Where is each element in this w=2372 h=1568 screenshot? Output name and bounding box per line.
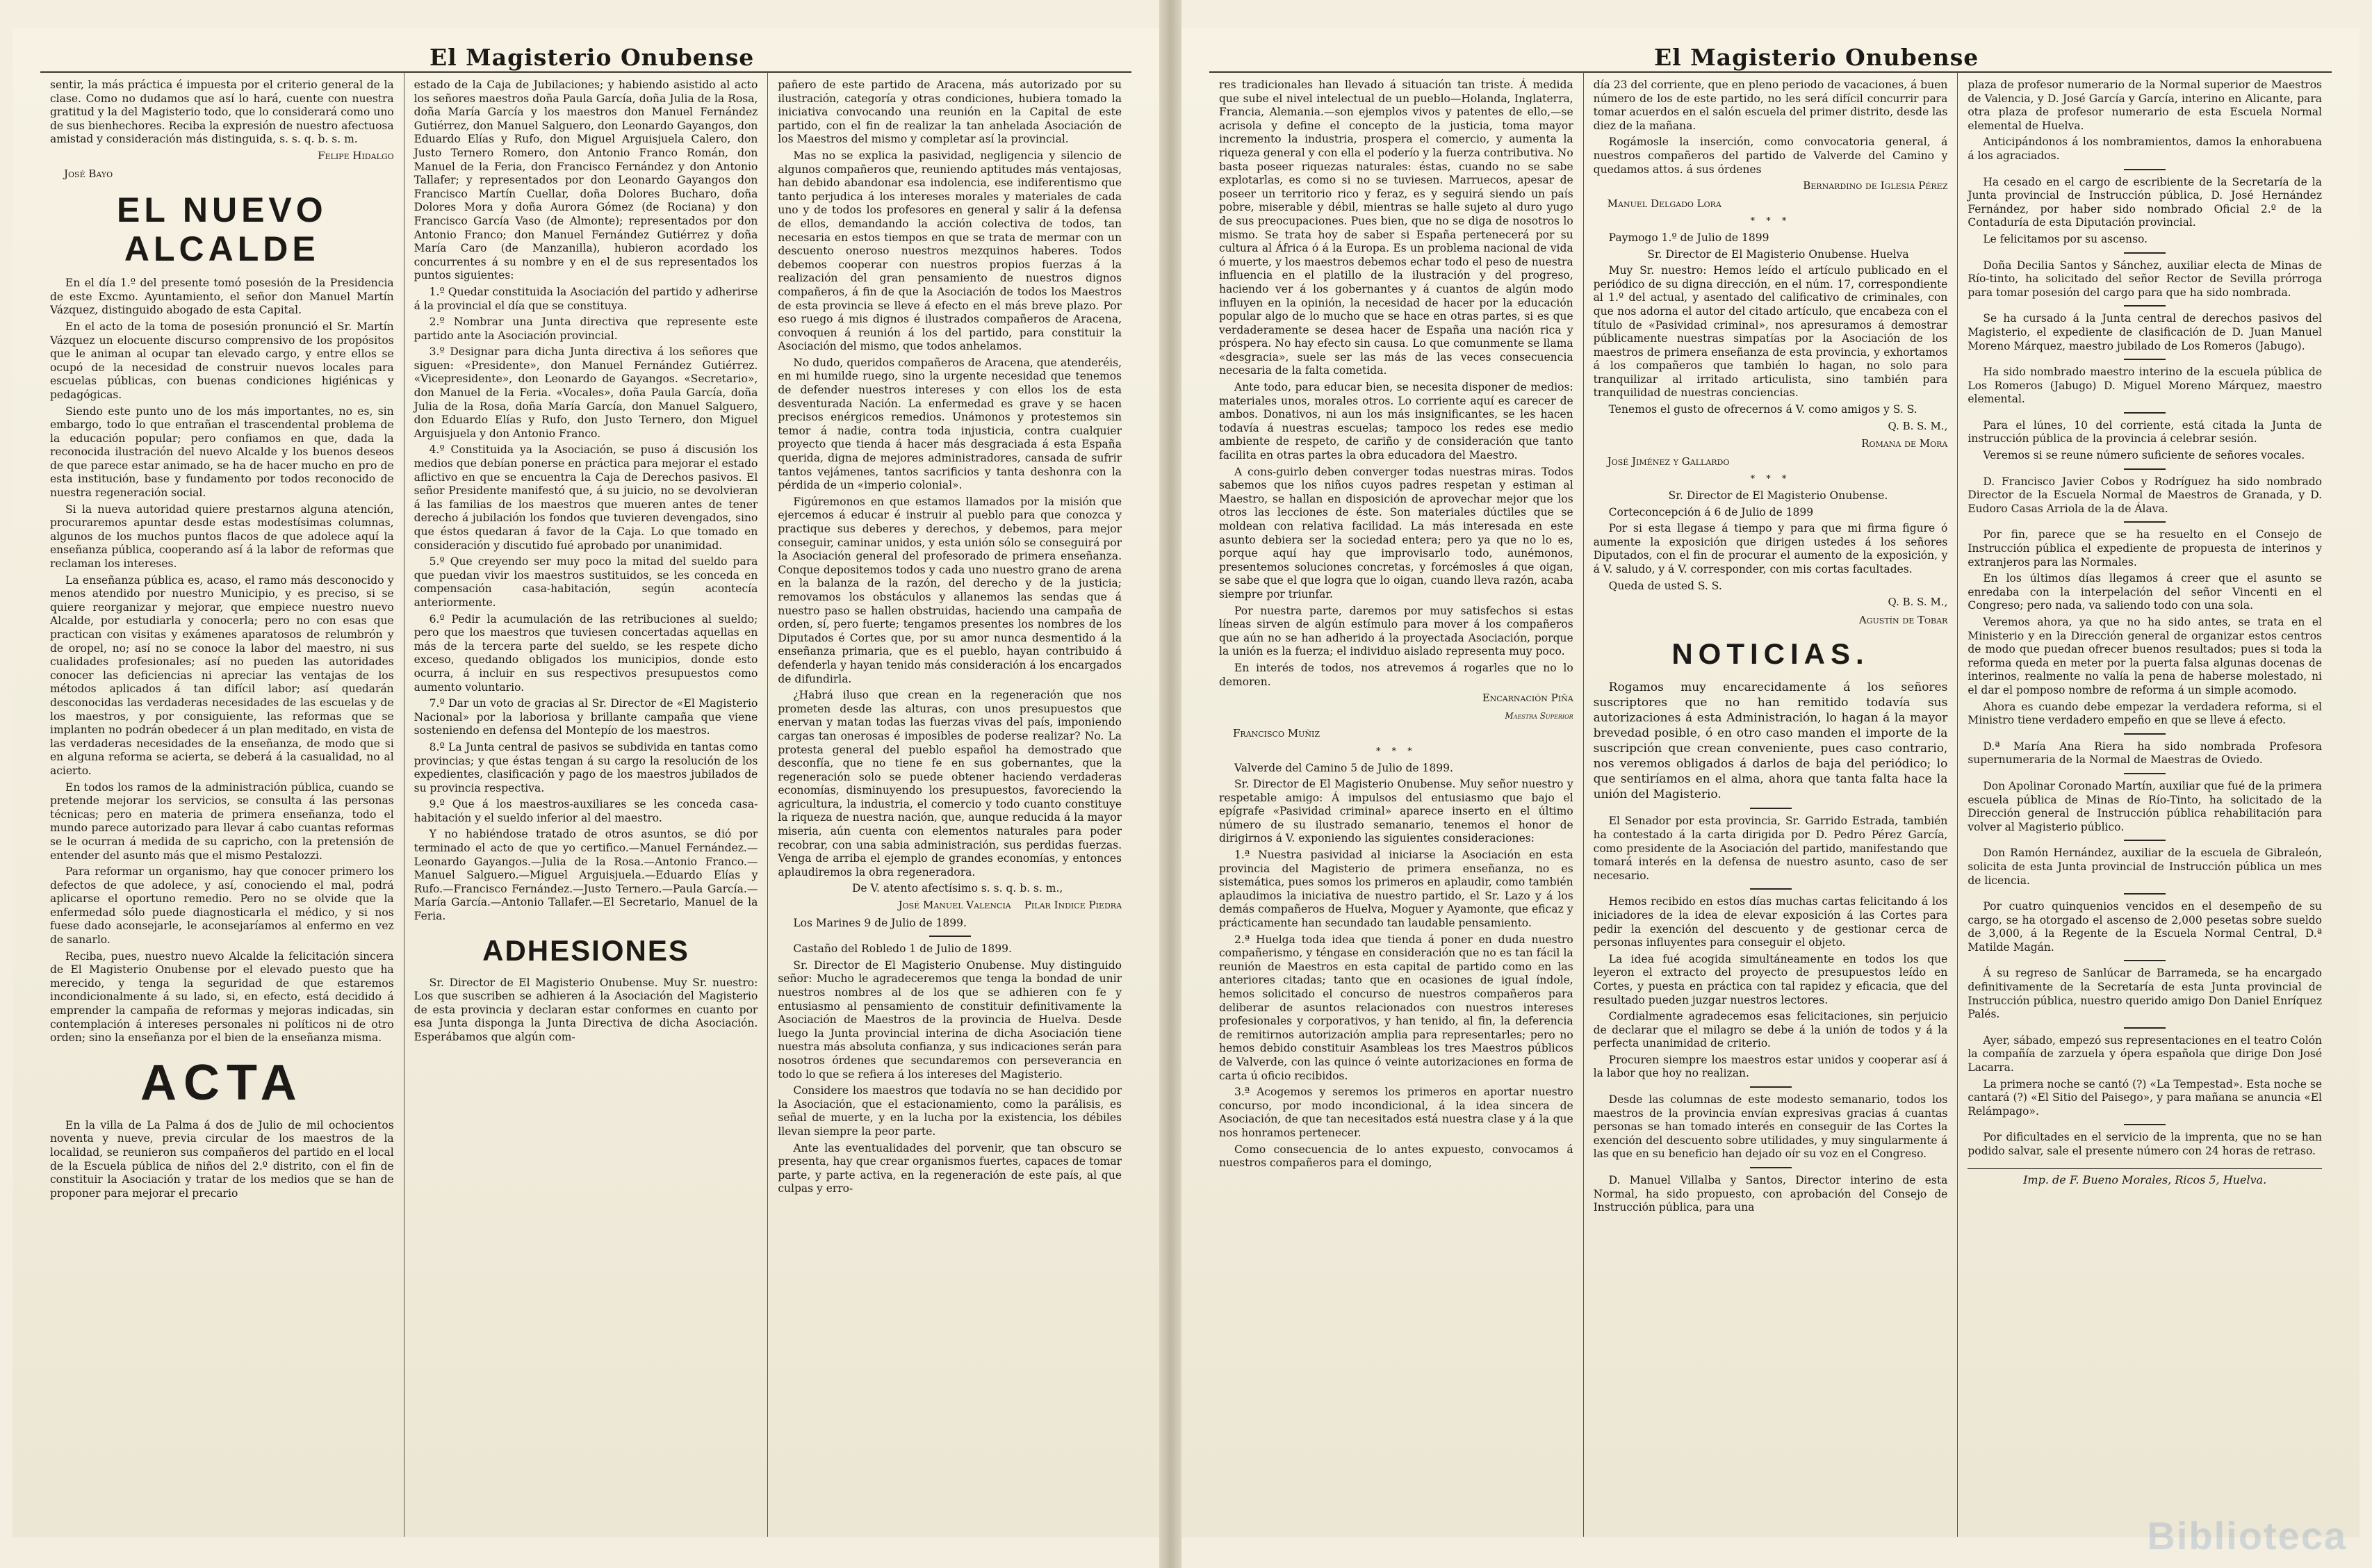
paragraph: Rogamos muy encarecidamente á los señores suscriptores que no han remitido todavía sus autorizaciones á esta Administración, lo hagan á la mayor brevedad posible, ó en otro caso manden el importe de la suscripción que crean conveniente, pues caso contrario, nos veremos obligados á darlos de baja del periódico; lo que sentiríamos en el alma, ahora que tanta falta hace la unión del Magisterio. xyxy=(1593,680,1948,802)
paragraph: Considere los maestros que todavía no se han decidido por la Asociación, que el estacionamiento, como la parálisis, es señal de muerte, y en la lucha por la existencia, los débiles llevan siempre la peor parte. xyxy=(778,1084,1122,1138)
paragraph: El Senador por esta provincia, Sr. Garrido Estrada, también ha contestado á la carta dirigida por D. Pedro Pérez García, como presidente de la Asociación del partido, manifestando que tomará interés en la defensa de nuestro asunto, caso de ser necesario. xyxy=(1593,815,1948,882)
signature xyxy=(778,899,1122,913)
divider xyxy=(1750,888,1792,890)
dateline: Valverde del Camino 5 de Julio de 1899. xyxy=(1234,761,1453,774)
divider xyxy=(1750,1086,1792,1088)
right-col-2 xyxy=(1584,73,1958,1537)
paragraph: D.ª María Ana Riera ha sido nombrada Profesora supernumeraria de la Normal de Maestras de Oviedo. xyxy=(1968,740,2323,767)
paragraph: Siendo este punto uno de los más importantes, no es, sin embargo, todo lo que entrañan el trascendental problema de la educación popular; pero confiamos en que, dada la reconocida ilustración del nuevo Alcalde y los buenos deseos de que parece estar animado, se ha de hacer mucho en pro de esta institución, base y fundamento por todos reconocido de nuestra regeneración social. xyxy=(50,405,394,500)
paragraph: Por nuestra parte, daremos por muy satisfechos si estas líneas sirven de algún estímulo para mover á los compañeros que aún no se han adherido á la proyectada Asociación, porque la unión es la fuerza; el individuo aislado representa muy poco. xyxy=(1219,604,1573,658)
paragraph: La enseñanza pública es, acaso, el ramo más desconocido y menos atendido por nuestro Municipio, y es preciso, si se quiere reorganizar y mejorar, que empiece nuestro nuevo Alcalde, por estudiarla y conocerla; pero no con esas que practican con visitas y exámenes aparatosos de relumbrón y de oropel, no; así no se conoce la labor del maestro, ni sus cualidades profesionales; así no pueden las autoridades conocer las deficiencias ni apreciar las ventajas de los métodos aplicados á tan difícil labor; así quedarán desconocidas las verdaderas necesidades de las escuelas y de los maestros, y por consiguiente, las reformas que se implanten no podrán obedecer á un plan meditado, en vista de las verdaderas necesidades de la enseñanza, de modo que si en alguna reforma se acierta, se deberá á la casualidad, no al acierto. xyxy=(50,573,394,777)
paragraph: Cordialmente agradecemos esas felicitaciones, sin perjuicio de declarar que el milagro se debe á la unión de todos y á la perfecta unanimidad de criterio. xyxy=(1593,1010,1948,1050)
paragraph: Procuren siempre los maestros estar unidos y cooperar así á la labor que hoy no realizan. xyxy=(1593,1053,1948,1080)
signature: Agustín de Tobar xyxy=(1858,613,1948,626)
right-page xyxy=(1181,28,2359,1537)
paragraph: Para el lúnes, 10 del corriente, está citada la Junta de instrucción pública de la provincia á celebrar sesión. xyxy=(1968,418,2323,446)
signature: Romana de Mora xyxy=(1861,437,1948,450)
paragraph: sentir, la más práctica é impuesta por el criterio general de la clase. Como no dudamos que así lo hará, cuente con nuestra gratitud y la del Magisterio todo, que lo considerará como uno de sus bienhechores. Reciba la expresión de nuestro afectuosa amistad y consideración más distinguida, s. s. q. b. s. m. xyxy=(50,79,394,146)
paragraph: 2.º Nombrar una Junta directiva que represente este partido ante la Asociación provincial. xyxy=(414,316,758,342)
paragraph: Figúremonos en que estamos llamados por la misión que ejercemos á educar é instruir al pueblo para que conozca y practique sus deberes y derechos, y debemos, para mejor conseguir, caminar unidos, y esta unión sólo se conseguirá por la Asociación general del profesorado de primera enseñanza. Conque depositemos todos y cada uno nuestro grano de arena en la balanza de la razón, del derecho y de la justicia; removamos los obstáculos y allanemos las sendas que á nuestro paso se hallen obstruidas, haciendo una campaña de orden, sí, pero fuerte; tengamos presentes los nombres de los Diputados é Cortes que, por su amor nunca desmentido á la enseñanza primaria, que es el pueblo, hayan contribuido á defenderla y hayan tenido más consideración á los encargados de difundirla. xyxy=(778,495,1122,685)
signature: Bernardino de Iglesia Pérez xyxy=(1803,179,1948,193)
paragraph: Por cuatro quinquenios vencidos en el desempeño de su cargo, se ha otorgado el ascenso de 2,000 pesetas sobre sueldo de 3,000, á la Regente de la Escuela Normal Central, D.ª Matilde Magán. xyxy=(1968,900,2323,954)
divider xyxy=(2124,733,2166,735)
paragraph: En el acto de la toma de posesión pronunció el Sr. Martín Vázquez un elocuente discurso comprensivo de los propósitos que le animan al ocupar tan elevado cargo, y entre ellos se ocupó de la necesidad de construir nuevos locales para escuelas públicas, con buenas condiciones higiénicas y pedagógicas. xyxy=(50,320,394,401)
asterism: * * * xyxy=(1750,474,1791,485)
paragraph: Le felicitamos por su ascenso. xyxy=(1983,232,2148,245)
paragraph: Veremos ahora, ya que no ha sido antes, se trata en el Ministerio y en la Dirección general de organizar estos centros de modo que puedan ofrecer buenos resultados; pues si toda la reforma queda en meter por la puerta falsa algunas docenas de interinos, realmente no valía la pena de haberse molestado, ni el dar el pomposo nombre de reforma á un simple acomodo. xyxy=(1968,616,2323,696)
paragraph: Si la nueva autoridad quiere prestarnos alguna atención, procuraremos apuntar desde estas modestísimas columnas, algunos de los muchos puntos flacos de que adolece aquí la enseñanza pública, cooperando así á la labor de reformas que reclaman los intereses. xyxy=(50,503,394,571)
asterism: * * * xyxy=(1375,746,1416,757)
paragraph: Y no habiéndose tratado de otros asuntos, se dió por terminado el acto de que yo certifico.—Manuel Fernández.—Leonardo Gayangos.—Julia de la Rosa.—Antonio Franco.—Manuel Salguero.—Miguel Arguisjuela.—Eduardo Elías y Rufo.—Francisco Fernández.—Justo Ternero.—Paula García.—María García.—Antonio Tallafer.—El Secretario, Manuel de la Feria. xyxy=(414,828,758,923)
running-head: El Magisterio Onubense xyxy=(430,44,755,71)
signature: Q. B. S. M., xyxy=(1888,419,1948,432)
signature: Encarnación Piña xyxy=(1482,692,1573,705)
dateline: Castaño del Robledo 1 de Julio de 1899. xyxy=(793,942,1012,956)
left-col-2 xyxy=(404,73,769,1537)
headline-acta: ACTA xyxy=(140,1054,304,1111)
paragraph: Muy Sr. nuestro: Hemos leído el artículo publicado en el periódico de su digna dirección, en el núm. 17, correspondiente al 1.º del actual, y asentado del calificativo de criminales, con que nos adorna el autor del citado artículo, que encabeza con el título de «Pasividad criminal», nos apresuramos á demostrar públicamente nuestras simpatías por la Asociación de los maestros de primera enseñanza de esta provincia, y exhortamos á los compañeros que también lo hagan, no solo para tranquilizar al irritado articulista, sino también para tranquilidad de nuestras conciencias. xyxy=(1593,264,1948,400)
paragraph: Para reformar un organismo, hay que conocer primero los defectos de que adolece, y así, conociendo el mal, podrá aplicarse el oportuno remedio. Pero no se olvide que la enfermedad sólo puede diagnosticarla el médico, y si nos fuese dado aconsejarle, le aconsejaríamos al enfermo en vez de sanarlo. xyxy=(50,865,394,947)
paragraph: Doña Decilia Santos y Sánchez, auxiliar electa de Minas de Río-tinto, ha solicitado del señor Rector de Sevilla prórroga para tomar posesión del cargo para que ha sido nombrada. xyxy=(1968,259,2323,299)
paragraph: Desde las columnas de este modesto semanario, todos los maestros de la provincia envían expresivas gracias á cuantas personas se han tomado interés en conseguir de las Cortes la exención del descuento sobre utilidades, y muy singularmente á las que en su beneficio han dejado oír su voz en el Congreso. xyxy=(1593,1093,1948,1161)
paragraph: Como consecuencia de lo antes expuesto, convocamos á nuestros compañeros para el domingo, xyxy=(1219,1143,1573,1170)
signature-name: José Manuel Valencia xyxy=(898,899,1011,912)
divider xyxy=(2124,305,2166,307)
divider xyxy=(2124,252,2166,254)
signature-name: Pilar Indice Piedra xyxy=(1024,899,1122,912)
paragraph: La primera noche se cantó (?) «La Tempestad». Esta noche se cantará (?) «El Sitio del Paisego», y para mañana se anuncia «El Relámpago». xyxy=(1968,1077,2323,1118)
paragraph: plaza de profesor numerario de la Normal superior de Maestros de Valencia, y D. José García y García, interino en Alicante, para otra plaza de profesor numerario de esta Escuela Normal elemental de Huelva. xyxy=(1968,79,2323,132)
paragraph: Don Apolinar Coronado Martín, auxiliar que fué de la primera escuela pública de Minas de Río-Tinto, ha solicitado de la Dirección general de Instrucción pública rehabilitación para volver al Magisterio público. xyxy=(1968,779,2323,833)
paragraph: Rogámosle la inserción, como convocatoria general, á nuestros compañeros del partido de Valverde del Camino y quedamos attos. á sus órdenes xyxy=(1593,136,1948,176)
running-head: El Magisterio Onubense xyxy=(1654,44,1979,71)
divider xyxy=(2124,893,2166,895)
paragraph: 7.º Dar un voto de gracias al Sr. Director de «El Magisterio Nacional» por la laboriosa y brillante campaña que viene sosteniendo en defensa del Montepío de los maestros. xyxy=(414,697,758,737)
left-columns xyxy=(40,73,1131,1537)
divider xyxy=(1750,1167,1792,1168)
divider xyxy=(2124,468,2166,470)
paragraph: Por si esta llegase á tiempo y para que mi firma figure ó aumente la exposición que dirigen ustedes á los señores Diputados, con el fin de procurar el aumento de la exposición, y á V. saludo, y á V. corresponder, con mis cortas facultades. xyxy=(1593,522,1948,575)
signature: Q. B. S. M., xyxy=(1888,596,1948,609)
divider xyxy=(1750,808,1792,809)
divider xyxy=(2124,1027,2166,1029)
paragraph: Ante todo, para educar bien, se necesita disponer de medios: materiales unos, morales otros. Lo corriente aquí es carecer de ambos. Donativos, ni aun los más insignificantes, se les hacen todavía á nuestras escuelas; tampoco los redes ese medio ambiente de respeto, de cariño y de consideración que tanto facilita en otras partes la obra educadora del Maestro. xyxy=(1219,381,1573,462)
dateline: Corteconcepción á 6 de Julio de 1899 xyxy=(1608,505,1814,518)
paragraph: A cons-guirlo deben converger todas nuestras miras. Todos sabemos que los niños cuyos padres respetan y estiman al Maestro, se hallan en disposición de aprovechar mejor que los otros las lecciones de éste. Son materiales dúctiles que se moldean con relativa facilidad. La más interesada en este asunto debiera ser la sociedad entera; pero ya que no lo es, porque aquí hay que improvisarlo todo, aunémonos, presentemos soluciones concretas, y forcémosles á que oigan, se sabe que el que logra que lo oigan, cuando lleva razón, acaba siempre por triunfar. xyxy=(1219,465,1573,601)
right-masthead xyxy=(1209,28,2332,73)
right-col-1 xyxy=(1209,73,1584,1537)
paragraph: Sr. Director de El Magisterio Onubense. Muy Sr. nuestro: Los que suscriben se adhieren á la Asociación del Magisterio de esta provincia y declaran estar conformes en cuanto por esa Junta disponga la Junta Directiva de dicha Asociación. Esperábamos que algún com- xyxy=(414,976,758,1043)
paragraph: pañero de este partido de Aracena, más autorizado por su ilustración, categoría y otras condiciones, hubiera tomado la iniciativa convocando una reunión en la Capital de este partido, con el fin de realizar la tan anhelada Asociación de los Maestros del mismo y completar así la provincial. xyxy=(778,79,1122,146)
divider xyxy=(929,936,971,937)
printer-imprint: Imp. de F. Bueno Morales, Ricos 5, Huelva. xyxy=(1968,1168,2322,1187)
paragraph: Don Ramón Hernández, auxiliar de la escuela de Gibraleón, solicita de esta Junta provincial de Instrucción pública un mes de licencia. xyxy=(1968,847,2323,887)
paragraph: Sr. Director de El Magisterio Onubense. Muy distinguido señor: Mucho le agradeceremos que tenga la bondad de unir nuestros nombres al de los que se adhieren con fe y entusiasmo al pensamiento de constituir definitivamente la Asociación de Maestros de la provincia de Huelva. Desde luego la Junta provincial interina de dicha Asociación tiene nuestra más absoluta confianza, y sus indicaciones serán para nosotros órdenes que secundaremos con perseverancia en todo lo que se refiera á los intereses del Magisterio. xyxy=(778,958,1122,1081)
paragraph: Veremos si se reune número suficiente de señores vocales. xyxy=(1983,449,2305,462)
paragraph: 4.º Constituida ya la Asociación, se puso á discusión los medios que debían ponerse en práctica para mejorar el estado aflictivo en que se encuentra la Caja de Derechos pasivos. El señor Presidente manifestó que, á su juicio, no se devolvieran á las familias de los maestros que mueren antes de tener derecho á jubilación los fondos que tuvieren devengados, sino que éstos quedaran á favor de la Caja. Lo que tomado en consideración y discutido fué aprobado por unanimidad. xyxy=(414,443,758,552)
paragraph: Sr. Director de El Magisterio Onubense. Muy señor nuestro y respetable amigo: Á impulsos del entusiasmo que bajo el epígrafe «Pasividad criminal» aparece inserto en el último número de su ilustrado semanario, tenemos el honor de dirigirnos á V. exponiendo las siguientes consideraciones: xyxy=(1219,778,1573,845)
divider xyxy=(2124,521,2166,523)
paragraph: día 23 del corriente, que en pleno periodo de vacaciones, á buen número de los de este partido, no les será difícil concurrir para tomar acuerdos en el salón escuela del primer distrito, desde las diez de la mañana. xyxy=(1593,79,1948,132)
addressee: Sr. Director de El Magisterio Onubense. xyxy=(1668,489,1888,503)
paragraph: En interés de todos, nos atrevemos á rogarles que no lo demoren. xyxy=(1219,661,1573,688)
divider xyxy=(2124,412,2166,414)
left-page xyxy=(13,28,1159,1537)
signature: José Bayo xyxy=(64,167,113,180)
paragraph: D. Francisco Javier Cobos y Rodríguez ha sido nombrado Director de la Escuela Normal de Maestros de Granada, y D. Eudoro Casas Arriola de la de Álava. xyxy=(1968,475,2323,515)
paragraph: Se ha cursado á la Junta central de derechos pasivos del Magisterio, el expediente de clasificación de D. Juan Manuel Moreno Márquez, maestro jubilado de Los Romeros (Jabugo). xyxy=(1968,312,2323,352)
right-col-3 xyxy=(1958,73,2332,1537)
paragraph: 1.ª Nuestra pasividad al iniciarse la Asociación en esta provincia del Magisterio de primera enseñanza, no es sistemática, pues somos los primeros en aplaudir, como también aplaudimos la iniciativa de nuestro partido, el Sr. Lazo y á los demás compañeros de Huelva, Moguer y Ayamonte, que eficaz y prácticamente han secundado tan laudable pensamiento. xyxy=(1219,849,1573,930)
divider xyxy=(2124,960,2166,961)
signature: Felipe Hidalgo xyxy=(318,149,394,162)
divider xyxy=(2124,359,2166,360)
paragraph: Hemos recibido en estos días muchas cartas felicitando á los iniciadores de la idea de elevar exposición á las Cortes para pedir la exención del descuento y de gestionar cerca de personas influyentes para conseguir el objeto. xyxy=(1593,895,1948,949)
paragraph: Reciba, pues, nuestro nuevo Alcalde la felicitación sincera de El Magisterio Onubense por el elevado puesto que ha merecido, y tenga la seguridad de que estaremos incondicionalmente á su lado, si, en efecto, está decidido á emprender la campaña de reformas y mejoras indicadas, sin contemplación á intereses personales ni políticos ni de otro orden; sino la enseñanza por el bien de la enseñanza misma. xyxy=(50,949,394,1045)
divider xyxy=(2124,773,2166,774)
closing: De V. atento afectísimo s. s. q. b. s. m., xyxy=(851,882,1063,895)
divider xyxy=(2124,1124,2166,1125)
headline-noticias: NOTICIAS. xyxy=(1671,637,1870,671)
paragraph: 1.º Quedar constituida la Asociación del partido y adherirse á la provincial el día que se constituya. xyxy=(414,285,758,312)
paragraph: ¿Habrá iluso que crean en la regeneración que nos prometen desde las alturas, con unos presupuestos que enervan y matan todas las fuerzas vivas del país, imponiendo cargas tan onerosas é imposibles de poderse realizar? No. La protesta general del pueblo español ha demostrado que desconfía, que no tiene fe en sus gobernantes, que la regeneración solo se puede obtener haciendo verdaderas economías, disminuyendo los presupuestos, favoreciendo la agricultura, la industria, el comercio y todo cuanto constituye la riqueza de nuestra nación, que, aunque reducida á la mayor miseria, aún cuenta con elementos naturales para poder recobrar, con una sabia administración, sus perdidas fuerzas. Venga de arriba el ejemplo de grandes economías, y entonces aplaudiremos la obra regeneradora. xyxy=(778,689,1122,879)
paragraph: 8.º La Junta central de pasivos se subdivida en tantas como provincias; y que éstas tengan á su cargo la resolución de los expedientes, clasificación y pago de los maestros jubilados de su provincia respectiva. xyxy=(414,740,758,794)
left-col-1 xyxy=(40,73,404,1537)
paragraph: En el día 1.º del presente tomó posesión de la Presidencia de este Excmo. Ayuntamiento, el señor don Manuel Martín Vázquez, distinguido abogado de esta Capital. xyxy=(50,277,394,317)
asterism: * * * xyxy=(1750,216,1791,227)
paragraph: D. Manuel Villalba y Santos, Director interino de esta Normal, ha sido propuesto, con aprobación del Consejo de Instrucción pública, para una xyxy=(1593,1174,1948,1214)
paragraph: Á su regreso de Sanlúcar de Barrameda, se ha encargado definitivamente de la Secretaría de esta Junta provincial de Instrucción pública, nuestro querido amigo Don Daniel Enríquez Palés. xyxy=(1968,967,2323,1021)
paragraph: res tradicionales han llevado á situación tan triste. Á medida que sube el nivel intelectual de un pueblo—Holanda, Inglaterra, Francia, Alemania.—son ejemplos vivos y patentes de ello,—se acrisola y define el concepto de la justicia, toma mayor incremento la industria, prospera el comercio, y aumenta la riqueza general y con ella el poderío y la fuerza contributiva. No basta poseer riquezas naturales: éstas, cuando no se sabe explotarlas, es como si no se tuviesen. Marruecos, apesar de poseer un territorio rico y feraz, es y seguirá siendo un país pobre, miserable y débil, mientras se halle sujeto al duro yugo de sus preocupaciones. Pues bien, que no se diga de nosotros lo mismo. Se trata hoy de saber si España pertenecerá por su cultura al África ó á la Europa. Es un problema nacional de vida ó muerte, y los maestros debemos echar todo el peso de nuestra influencia en el platillo de la ilustración y del progreso, haciendo ver á los gobernantes y á cuantos de algún modo influyen en la opinión, la necesidad de hacer por la educación popular algo de lo mucho que se hace en otras partes, si es que verdaderamente se desea hacer de España una nación rica y próspera. No hay efecto sin causa. Lo que comunmente se llama «desgracia», suele ser las más de las veces consecuencia necesaria de la falta cometida. xyxy=(1219,79,1573,377)
paragraph: Mas no se explica la pasividad, negligencia y silencio de algunos compañeros que, reuniendo aptitudes más ventajosas, han debido abandonar esa indolencia, ese indiferentismo que tanto perjudica á los intereses morales y materiales de cada uno y de todos los profesores en general y salir á la defensa de ellos, demandando la acción colectiva de todos, tan necesaria en estos tiempos en que se trata de mermar con un descuento oneroso nuestros mezquinos haberes. Todos debemos cooperar con nuestros propios fuerzas á la realización del gran pensamiento de nuestros dignos compañeros, á fin de que la Asociación de todos los Maestros de esta provincia se lleve á efecto en el más breve plazo. Por eso ruego á mis dignos é ilustrados compañeros de Aracena, convoquen á reunión á los del partido, para constituir la Asociación del mismo, que todos anhelamos. xyxy=(778,149,1122,353)
addressee: Sr. Director de El Magisterio Onubense. Huelva xyxy=(1647,247,1909,261)
paragraph: En todos los ramos de la administración pública, cuando se pretende mejorar los servicios, se consulta á las personas técnicas; pero en materia de primera enseñanza, todo el mundo parece autorizado para llevar á cabo cuantas reformas se le ocurran á medida de su capricho, con la pretensión de entender del asunto más que el mismo Pestalozzi. xyxy=(50,781,394,862)
page-gutter xyxy=(1159,0,1181,1568)
paragraph: 3.º Designar para dicha Junta directiva á los señores que siguen: «Presidente», don Manuel Fernández Gutiérrez. «Vicepresidente», don Leonardo de Gayangos. «Secretario», don Manuel de la Feria. «Vocales», doña Paula García, doña Julia de la Rosa, doña María García, don Manuel Salguero, don Eduardo Elías y Rufo, don Justo Ternero, don Miguel Arguisjuela y don Antonio Franco. xyxy=(414,345,758,440)
divider xyxy=(2124,840,2166,841)
signature: Francisco Muñiz xyxy=(1233,727,1320,740)
signature: Manuel Delgado Lora xyxy=(1607,197,1721,210)
divider xyxy=(2124,169,2166,170)
paragraph: Ha cesado en el cargo de escribiente de la Secretaría de la Junta provincial de Instrucción pública, D. José Hernández Fernández, por haber sido nombrado Oficial 2.º de la Contaduría de esta Diputación provincial. xyxy=(1968,175,2323,229)
signature-title: Maestra Superior xyxy=(1505,710,1573,721)
paragraph: estado de la Caja de Jubilaciones; y habiendo asistido al acto los señores maestros doña Paula García, doña Julia de la Rosa, doña María García y los maestros don Manuel Fernández Gutiérrez, don Manuel Salguero, don Leonardo Gayangos, don Eduardo Elías y Rufo, don Miguel Arguisjuela Calero, don Justo Ternero Romero, don Antonio Franco Román, don Manuel de la Feria, don Francisco Fernández y don Antonio Tallafer; y representados por don Leonardo Gayangos don Francisco Martín Cuellar, doña Dolores Bucharo, doña Dolores Mora y doña Aurora Gómez (de Rociana) y don Francisco García Vaso (de Almonte); representados por don Antonio Franco; don Manuel Fernández Gutiérrez y doña María Caro (de Manzanilla), hubieron acordado los concurrentes á su nombre y en el de sus representados los puntos siguientes: xyxy=(414,79,758,282)
paragraph: 5.º Que creyendo ser muy poco la mitad del sueldo para que puedan vivir los maestros sustituidos, se les conceda en compensación casa-habitación, según acontecía anteriormente. xyxy=(414,555,758,609)
dateline: Los Marines 9 de Julio de 1899. xyxy=(793,916,967,929)
paragraph: 3.ª Acogemos y seremos los primeros en aportar nuestro concurso, por modo incondicional, á la idea sincera de Asociación, de que tan necesitados está nuestra clase y á la que nos honramos pertenecer. xyxy=(1219,1086,1573,1139)
paragraph: Ayer, sábado, empezó sus representaciones en el teatro Colón la compañía de zarzuela y ópera española que dirige Don José Lacarra. xyxy=(1968,1034,2323,1075)
paragraph: La idea fué acogida simultáneamente en todos los que leyeron el extracto del proyecto de presupuestos leído en Cortes, y puesta en práctica con tal rapidez y eficacia, que del resultado pueden juzgar nuestros lectores. xyxy=(1593,952,1948,1006)
paragraph: En la villa de La Palma á dos de Julio de mil ochocientos noventa y nueve, previa circular de los maestros de la localidad, se reunieron sus compañeros del partido en el local de la Escuela pública de niños del 2.º distrito, con el fin de constituir la Asociación y tratar de los medios que se han de proponer para mejorar el precario xyxy=(50,1118,394,1200)
library-watermark: Biblioteca xyxy=(2147,1514,2347,1558)
left-masthead xyxy=(40,28,1131,73)
headline-adhesiones: ADHESIONES xyxy=(482,933,689,967)
paragraph: Queda de usted S. S. xyxy=(1608,579,1722,592)
paragraph: Ha sido nombrado maestro interino de la escuela pública de Los Romeros (Jabugo) D. Miguel Moreno Márquez, maestro elemental. xyxy=(1968,366,2323,406)
paragraph: Ante las eventualidades del porvenir, que tan obscuro se presenta, hay que crear organismos fuertes, capaces de tomar parte, y parte activa, en la regeneración de este país, al que culpas y erro- xyxy=(778,1141,1122,1195)
dateline: Paymogo 1.º de Julio de 1899 xyxy=(1608,231,1769,244)
paragraph: Por fin, parece que se ha resuelto en el Consejo de Instrucción pública el expediente de propuesta de interinos y extranjeros para las Normales. xyxy=(1968,528,2323,569)
paragraph: No dudo, queridos compañeros de Aracena, que atenderéis, en mi humilde ruego, sino la urgente necesidad que tenemos de defender nuestros intereses y con ellos los de esta desventurada Nación. La enfermedad es grave y se hacen precisos enérgicos remedios. Unámonos y protestemos sin temor á nadie, contra toda injusticia, contra cualquier proyecto que tienda á hacer más desgraciada á esta España querida, digna de mejores administradores, cansada de sufrir tantos vejámenes, tantos sacrificios y tanta deshonra con la pérdida de un «imperio colonial». xyxy=(778,356,1122,492)
paragraph: En los últimos días llegamos á creer que el asunto se enredaba con la interpelación del señor Vincenti en el Congreso; pero nada, va saliendo todo con una sola. xyxy=(1968,572,2323,612)
paragraph: Por dificultades en el servicio de la imprenta, que no se han podido salvar, sale el presente número con 24 horas de retraso. xyxy=(1968,1131,2323,1157)
paragraph: Ahora es cuando debe empezar la verdadera reforma, si el Ministro tiene verdadero empeño en que se lleve á efecto. xyxy=(1968,700,2323,727)
paragraph: Tenemos el gusto de ofrecernos á V. como amigos y S. S. xyxy=(1608,403,1917,416)
left-col-3 xyxy=(768,73,1131,1537)
paragraph: 2.ª Huelga toda idea que tienda á poner en duda nuestro compañerismo, y téngase en consideración que no es tan fácil la reunión de Maestros en esta capital de partido como en las anteriores citadas; tanto que en ocasiones de igual índole, hemos solicitado el concurso de nuestros compañeros para deliberar de asuntos relacionados con nuestros intereses profesionales y corporativos, y han tenido, al fin, la deferencia de remitirnos autorización amplia para representarles; pero no hemos debido constituir Asambleas los tres Maestros públicos de Valverde, con las quince ó veinte autorizaciones en forma de carta ú oficio recibidos. xyxy=(1219,933,1573,1082)
paragraph: Anticipándonos á los nombramientos, damos la enhorabuena á los agraciados. xyxy=(1968,136,2323,162)
paragraph: 6.º Pedir la acumulación de las retribuciones al sueldo; pero que los maestros que tuviesen concertadas aquellas en más de la tercera parte del sueldo, se les respete dicho exceso, quedando obligados los municipios, donde esto ocurra, á incluir en sus respectivos presupuestos como aumento voluntario. xyxy=(414,612,758,694)
headline-nuevo-alcalde: EL NUEVO ALCALDE xyxy=(116,190,327,269)
right-columns xyxy=(1209,73,2332,1537)
signature: José Jiménez y Gallardo xyxy=(1607,455,1730,468)
paragraph: 9.º Que á los maestros-auxiliares se les conceda casa-habitación y el sueldo inferior al del maestro. xyxy=(414,798,758,824)
